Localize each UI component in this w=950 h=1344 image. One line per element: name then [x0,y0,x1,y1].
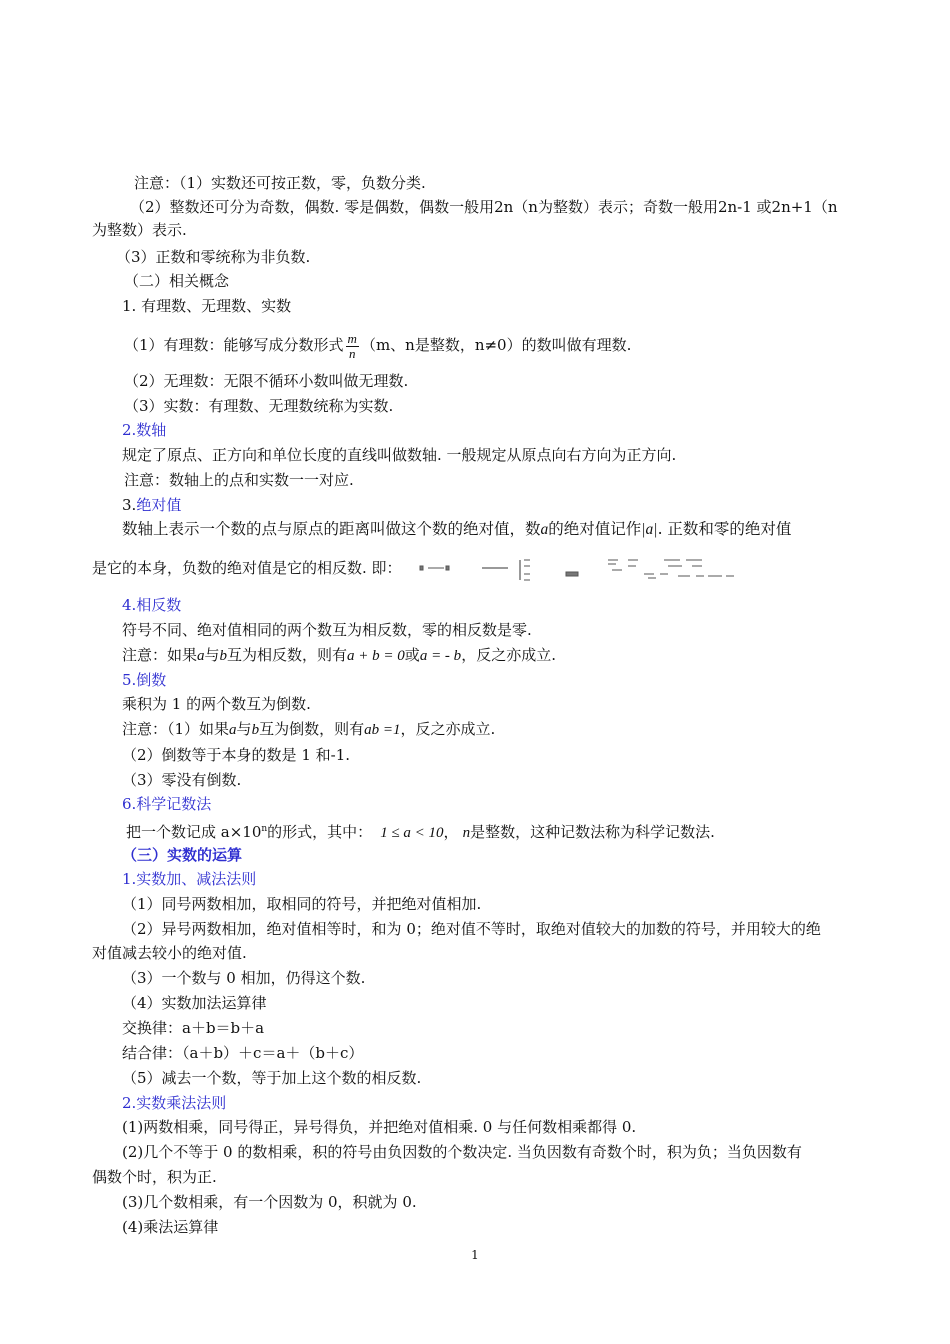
section-related-concepts: （二）相关概念 [124,272,230,290]
multiplication-rule-2-cont: 偶数个时，积为正. [92,1168,217,1186]
definition-real: （3）实数：有理数、无理数统称为实数. [124,397,394,415]
addition-laws-heading: （4）实数加法运算律 [122,994,267,1012]
rec-equation: ab =1 [364,722,401,738]
opp-var-b: b [219,648,228,664]
rec-var-a: a [229,722,237,738]
fraction-m-over-n [346,332,359,361]
absolute-value-rule [92,556,872,582]
definition-irrational: （2）无理数：无限不循环小数叫做无理数. [124,372,409,390]
heading-absolute-value [122,494,902,516]
sci-range: 1 ≤ a < 10 [380,825,444,841]
rec-text-c: 互为倒数，则有 [259,720,365,738]
reciprocal-self: （2）倒数等于本身的数是 1 和-1. [122,746,351,764]
note-real-classification: 注意：（1）实数还可按正数，零，负数分类. [134,174,426,192]
heading-addition-rules: 1.实数加、减法法则 [122,870,257,888]
abs-text-b: 的绝对值记作 [548,520,642,538]
note-reciprocal [122,718,902,741]
fraction-denominator: n [348,345,356,361]
multiplication-rule-2: (2)几个不等于 0 的数相乘，积的符号由负因数的个数决定. 当负因数有奇数个时，积为负；当负因数有 [122,1143,802,1161]
sci-text-b: 的形式，其中： [267,823,373,841]
rec-text-d: ，反之亦成立. [400,720,496,738]
note-nonnegative: （3）正数和零统称为非负数. [116,248,311,266]
abs-notation: |a| [641,521,658,538]
sci-exponent: n [261,824,268,834]
abs-text-c: . 正数和零的绝对值 [657,520,792,538]
commutative-law: 交换律：a＋b＝b＋a [122,1019,265,1037]
sci-text-d: 是整数，这种记数法称为科学记数法. [470,823,715,841]
broken-formula-image [416,556,776,582]
multiplication-rule-1: (1)两数相乘，同号得正，异号得负，并把绝对值相乘. 0 与任何数相乘都得 0. [122,1118,637,1136]
heading-opposite-number: 4.相反数 [122,596,182,614]
heading-absolute-value-num: 3. [122,496,137,514]
associative-law: 结合律：（a＋b）＋c＝a＋（b＋c） [122,1044,364,1062]
rec-text-b: 与 [236,720,252,738]
note-number-line: 注意：数轴上的点和实数一一对应. [124,471,354,489]
multiplication-rule-3: (3)几个数相乘，有一个因数为 0，积就为 0. [122,1193,417,1211]
sci-text-a: 把一个数记成 a×10 [126,823,262,841]
heading-multiplication-rules: 2.实数乘法法则 [122,1094,227,1112]
fraction-numerator: m [347,330,357,346]
multiplication-laws-heading: (4)乘法运算律 [122,1218,219,1236]
sci-text-c: ， [443,823,459,841]
note-opposite-number [122,644,902,667]
note-integer-parity: （2）整数还可分为奇数，偶数. 零是偶数，偶数一般用2n（n为整数）表示；奇数一般用2n-1 或2n+1（n [130,198,838,216]
rec-text-a: 注意：（1）如果 [122,720,230,738]
abs-text-a: 数轴上表示一个数的点与原点的距离叫做这个数的绝对值，数 [122,520,541,538]
reciprocal-zero: （3）零没有倒数. [122,771,242,789]
note-integer-parity-cont: 为整数）表示. [92,221,187,239]
definition-rational [124,330,904,361]
definition-absolute-value [122,518,902,541]
subtraction-rule: （5）减去一个数，等于加上这个数的相反数. [122,1069,422,1087]
heading-number-line: 2.数轴 [122,421,167,439]
addition-rule-1: （1）同号两数相加，取相同的符号，并把绝对值相加. [122,895,482,913]
opp-text-a: 注意：如果 [122,646,198,664]
addition-rule-3: （3）一个数与 0 相加，仍得这个数. [122,969,366,987]
opp-text-d: 或 [404,646,420,664]
opp-text-b: 与 [204,646,220,664]
definition-number-line: 规定了原点、正方向和单位长度的直线叫做数轴. 一般规定从原点向右方向为正方向. [122,446,677,464]
opp-text-c: 互为相反数，则有 [227,646,348,664]
opp-equation-1: a + b = 0 [347,648,405,664]
opp-equation-2: a = - b [419,648,462,664]
opp-var-a: a [197,648,205,664]
heading-absolute-value-text: 绝对值 [136,496,182,514]
abs-var-a: a [540,521,549,538]
opp-text-e: ，反之亦成立. [461,646,556,664]
section-real-operations: （三）实数的运算 [122,846,243,864]
definition-opposite-number: 符号不同、绝对值相同的两个数互为相反数，零的相反数是零. [122,621,532,639]
rational-text-b: （m、n是整数，n≠0）的数叫做有理数. [360,336,632,354]
addition-rule-2: （2）异号两数相加，绝对值相等时，和为 0；绝对值不等时，取绝对值较大的加数的符号，并用较大的绝 [122,920,821,938]
abs-rule-text: 是它的本身，负数的绝对值是它的相反数. 即： [92,559,402,577]
addition-rule-2-cont: 对值减去较小的绝对值. [92,944,247,962]
rec-var-b: b [251,722,260,738]
rational-text-a: （1）有理数：能够写成分数形式 [124,336,344,354]
heading-rational-irrational-real: 1. 有理数、无理数、实数 [122,297,292,315]
heading-reciprocal: 5.倒数 [122,671,167,689]
heading-scientific-notation: 6.科学记数法 [122,795,212,813]
definition-reciprocal: 乘积为 1 的两个数互为倒数. [122,695,311,713]
definition-scientific-notation [126,818,906,844]
sci-var-n: n [462,825,471,841]
page-number: 1 [471,1248,479,1262]
